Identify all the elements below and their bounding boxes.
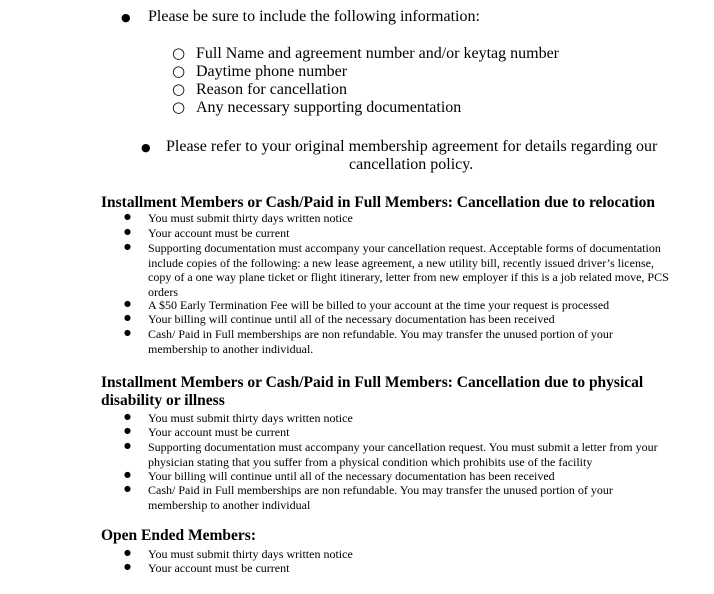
- bullet-icon: ●: [124, 484, 131, 493]
- illness-item: Your billing will continue until all of the necessary documentation has been received: [148, 469, 555, 483]
- sub-item: Full Name and agreement number and/or keytag number: [196, 45, 559, 62]
- bullet-icon: ●: [124, 441, 131, 450]
- relocation-item: A $50 Early Termination Fee will be billed to your account at the time your request is processed: [148, 298, 610, 312]
- bullet-icon: ●: [124, 470, 131, 479]
- include-info-text: Please be sure to include the following information:: [148, 8, 480, 25]
- relocation-item: Your account must be current: [148, 226, 290, 240]
- bullet-icon: ●: [121, 11, 131, 24]
- illness-heading-line2: disability or illness: [101, 392, 225, 409]
- open-ended-item: You must submit thirty days written notice: [148, 547, 353, 561]
- sub-item: Any necessary supporting documentation: [196, 99, 462, 116]
- circle-bullet-icon: ○: [172, 44, 186, 62]
- bullet-icon: ●: [124, 426, 131, 435]
- relocation-item: Your billing will continue until all of the necessary documentation has been received: [148, 312, 555, 326]
- bullet-icon: ●: [124, 548, 131, 557]
- illness-item: Cash/ Paid in Full memberships are non refundable. You may transfer the unused portion of your membership to another individual: [148, 483, 613, 512]
- illness-item: Supporting documentation must accompany your cancellation request. You must submit a letter from your physician stating that you suffer from a physical condition which prohibits use of the facility: [148, 440, 658, 469]
- illness-heading-line1: Installment Members or Cash/Paid in Full Members: Cancellation due to physical: [101, 374, 644, 391]
- sub-item: Daytime phone number: [196, 63, 348, 80]
- bullet-icon: ●: [124, 412, 131, 421]
- refer-text-line1: Please refer to your original membership agreement for details regarding our: [166, 138, 658, 155]
- relocation-heading: Installment Members or Cash/Paid in Full Members: Cancellation due to relocation: [101, 194, 655, 211]
- bullet-icon: ●: [124, 227, 131, 236]
- bullet-icon: ●: [124, 562, 131, 571]
- sub-item: Reason for cancellation: [196, 81, 348, 98]
- illness-item: Your account must be current: [148, 425, 290, 439]
- open-ended-item: Your account must be current: [148, 561, 290, 575]
- circle-bullet-icon: ○: [172, 62, 186, 80]
- open-ended-heading: Open Ended Members:: [101, 527, 256, 544]
- circle-bullet-icon: ○: [172, 80, 186, 98]
- bullet-icon: ●: [124, 212, 131, 221]
- bullet-icon: ●: [124, 328, 131, 337]
- bullet-icon: ●: [124, 299, 131, 308]
- illness-item: You must submit thirty days written notice: [148, 411, 353, 425]
- relocation-item: You must submit thirty days written notice: [148, 211, 353, 225]
- bullet-icon: ●: [141, 141, 151, 154]
- circle-bullet-icon: ○: [172, 98, 186, 116]
- relocation-item: Supporting documentation must accompany your cancellation request. Acceptable forms of documentation include copies of the following: a new lease agreement, a new utility bill, recently issued driver’s license, copy of a one way plane ticket or flight itinerary, letter from new employer if this is a job related move, PCS orders: [148, 241, 669, 299]
- bullet-icon: ●: [124, 242, 131, 251]
- relocation-item: Cash/ Paid in Full memberships are non refundable. You may transfer the unused portion of your membership to another individual.: [148, 327, 613, 356]
- bullet-icon: ●: [124, 313, 131, 322]
- refer-text-line2: cancellation policy.: [349, 156, 474, 173]
